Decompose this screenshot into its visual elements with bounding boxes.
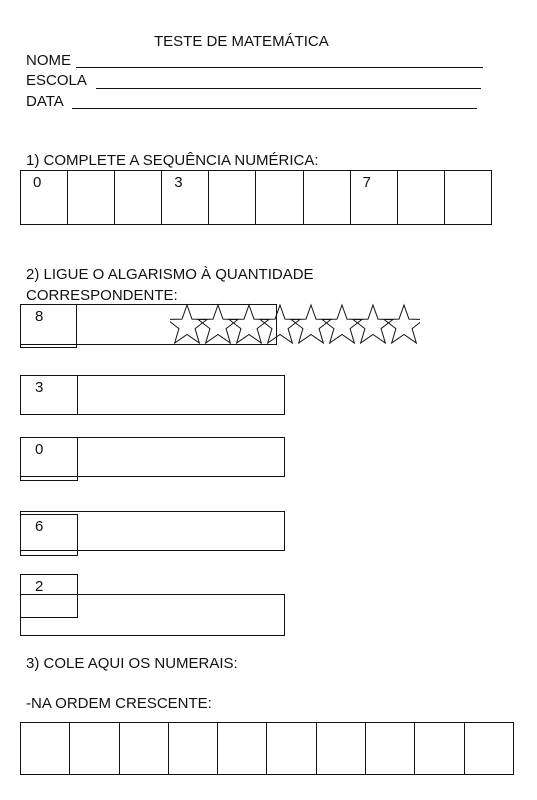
q3-prompt: 3) COLE AQUI OS NUMERAIS:: [26, 655, 238, 672]
sequence-cell[interactable]: [445, 171, 491, 224]
digit-label: 0: [35, 441, 44, 458]
sequence-cell[interactable]: [162, 171, 209, 224]
star-icon: [353, 305, 393, 343]
star-icon: [384, 305, 420, 343]
paste-cell[interactable]: [70, 723, 119, 774]
paste-table: [20, 722, 514, 775]
paste-cell[interactable]: [120, 723, 169, 774]
paste-cell[interactable]: [169, 723, 218, 774]
digit-box: [20, 304, 77, 348]
digit-label: 6: [35, 518, 44, 535]
sequence-table: [20, 170, 492, 225]
sequence-value: 0: [33, 174, 42, 191]
q1-prompt: 1) COMPLETE A SEQUÊNCIA NUMÉRICA:: [26, 152, 319, 169]
sequence-value: 3: [174, 174, 183, 191]
paste-cell[interactable]: [317, 723, 366, 774]
sequence-cell[interactable]: [398, 171, 445, 224]
star-icon: [291, 305, 331, 343]
date-field-line[interactable]: [72, 108, 477, 109]
sequence-cell[interactable]: [68, 171, 115, 224]
page-title: TESTE DE MATEMÁTICA: [154, 33, 329, 50]
star-icon: [260, 305, 300, 343]
sequence-cell[interactable]: [209, 171, 256, 224]
sequence-cell[interactable]: [21, 171, 68, 224]
name-field-line[interactable]: [76, 67, 483, 68]
paste-cell[interactable]: [218, 723, 267, 774]
paste-cell[interactable]: [21, 723, 70, 774]
digit-label: 3: [35, 379, 44, 396]
paste-cell[interactable]: [465, 723, 513, 774]
digit-box: [20, 514, 78, 556]
school-field-line[interactable]: [96, 88, 481, 89]
star-icon: [170, 305, 207, 343]
digit-box: [20, 437, 78, 481]
star-icon: [229, 305, 269, 343]
q2-prompt-line2: CORRESPONDENTE:: [26, 287, 178, 304]
q3-subprompt: -NA ORDEM CRESCENTE:: [26, 695, 212, 712]
sequence-value: 7: [362, 174, 371, 191]
sequence-cell[interactable]: [115, 171, 162, 224]
sequence-cell[interactable]: [304, 171, 351, 224]
digit-label: 8: [35, 308, 44, 325]
q2-prompt-line1: 2) LIGUE O ALGARISMO À QUANTIDADE: [26, 266, 314, 283]
digit-box: [20, 574, 78, 618]
star-icon: [322, 305, 362, 343]
sequence-cell[interactable]: [256, 171, 303, 224]
digit-box: [20, 375, 78, 415]
paste-cell[interactable]: [415, 723, 464, 774]
school-label: ESCOLA: [26, 72, 87, 89]
stars-group: [170, 303, 420, 347]
paste-cell[interactable]: [366, 723, 415, 774]
name-label: NOME: [26, 52, 71, 69]
star-icon: [198, 305, 238, 343]
sequence-cell[interactable]: [351, 171, 398, 224]
date-label: DATA: [26, 93, 64, 110]
paste-cell[interactable]: [267, 723, 316, 774]
digit-label: 2: [35, 578, 44, 595]
